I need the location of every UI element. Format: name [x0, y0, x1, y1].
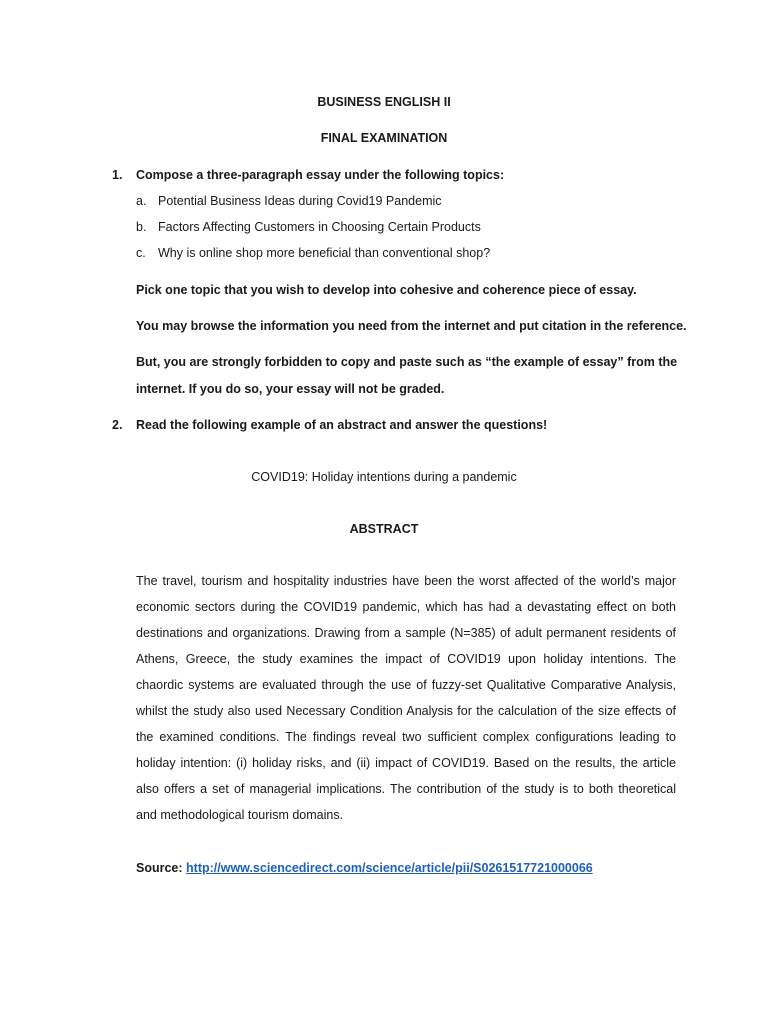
abstract-line: holiday intention: (i) holiday risks, and (ii) impact of COVID19. Based on the results, the article — [136, 756, 676, 770]
instruction-not-graded: internet. If you do so, your essay will not be graded. — [136, 382, 445, 396]
topic-c-text: Why is online shop more beneficial than conventional shop? — [158, 246, 491, 260]
question-2-number: 2. — [112, 418, 123, 432]
question-2-prompt: Read the following example of an abstract and answer the questions! — [136, 418, 548, 432]
source-link[interactable]: http://www.sciencedirect.com/science/article/pii/S0261517721000066 — [186, 861, 593, 875]
abstract-heading: ABSTRACT — [349, 522, 419, 536]
question-1-number: 1. — [112, 168, 123, 182]
abstract-line: chaordic systems are evaluated through the use of fuzzy-set Qualitative Comparative Analysis, — [136, 678, 676, 692]
abstract-line: the examined conditions. The findings reveal two sufficient complex configurations leading to — [136, 730, 676, 744]
topic-b-text: Factors Affecting Customers in Choosing Certain Products — [158, 220, 481, 234]
abstract-line: The travel, tourism and hospitality industries have been the worst affected of the world’s major — [136, 574, 676, 588]
source-citation — [136, 860, 593, 876]
topic-a-letter: a. — [136, 194, 147, 208]
abstract-line: whilst the study also used Necessary Condition Analysis for the calculation of the size effects of — [136, 704, 676, 718]
abstract-line: Athens, Greece, the study examines the impact of COVID19 upon holiday intentions. The — [136, 652, 676, 666]
topic-a-text: Potential Business Ideas during Covid19 Pandemic — [158, 194, 442, 208]
article-title: COVID19: Holiday intentions during a pandemic — [251, 470, 517, 484]
abstract-line: also offers a set of managerial implications. The contribution of the study is to both theoretical — [136, 782, 676, 796]
question-1-prompt: Compose a three-paragraph essay under the following topics: — [136, 168, 505, 182]
abstract-line: economic sectors during the COVID19 pandemic, which has had a devastating effect on both — [136, 600, 676, 614]
exam-title: FINAL EXAMINATION — [320, 131, 448, 145]
course-title: BUSINESS ENGLISH II — [317, 95, 451, 109]
instruction-pick-topic: Pick one topic that you wish to develop into cohesive and coherence piece of essay. — [136, 283, 637, 297]
abstract-line: and methodological tourism domains. — [136, 808, 344, 822]
source-label: Source: — [136, 861, 183, 875]
instruction-browse: You may browse the information you need from the internet and put citation in the reference. — [136, 319, 687, 333]
instruction-forbidden: But, you are strongly forbidden to copy and paste such as “the example of essay” from the — [136, 355, 678, 369]
topic-c-letter: c. — [136, 246, 146, 260]
topic-b-letter: b. — [136, 220, 147, 234]
abstract-line: destinations and organizations. Drawing from a sample (N=385) of adult permanent residents of — [136, 626, 676, 640]
